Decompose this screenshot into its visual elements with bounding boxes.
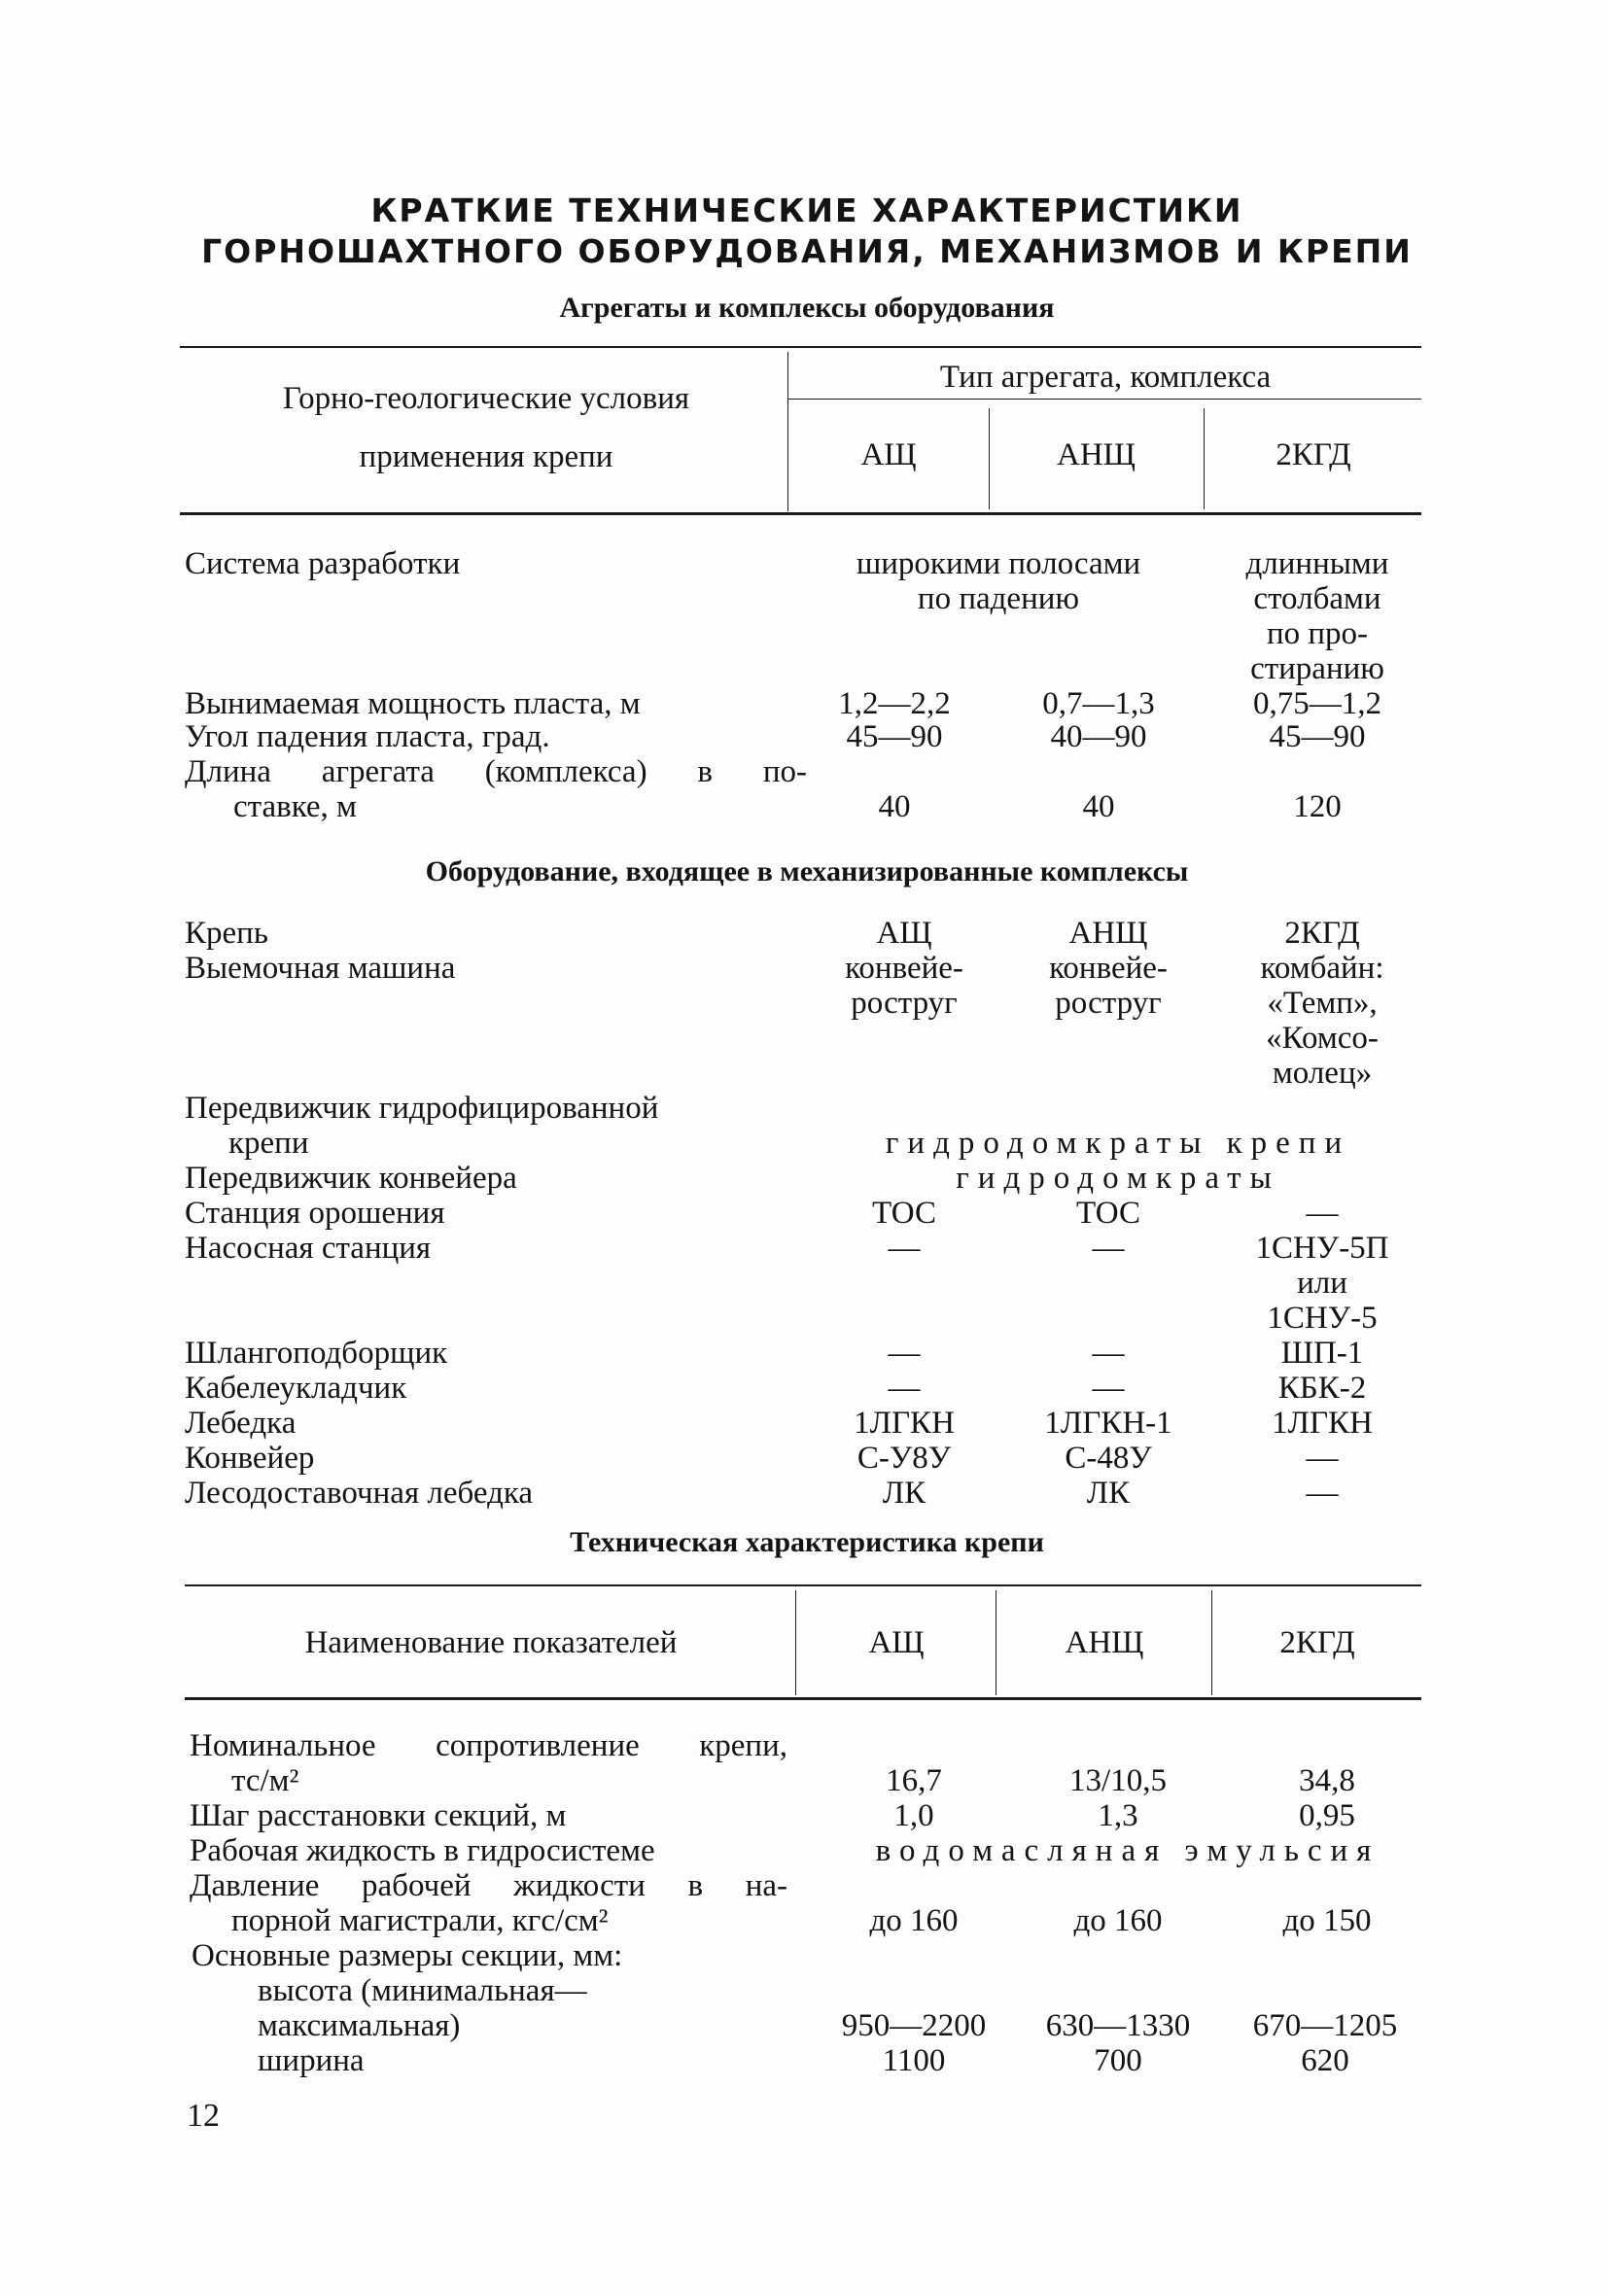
title-line-1: КРАТКИЕ ТЕХНИЧЕСКИЕ ХАРАКТЕРИСТИКИ xyxy=(370,191,1243,229)
cell-value: 1,3 xyxy=(1098,1798,1138,1833)
cell-value: — xyxy=(1092,1371,1125,1406)
cell-value: С-У8У xyxy=(856,1441,952,1476)
cell-value: АЩ xyxy=(876,916,932,951)
row-label: Лесодоставочная лебедка xyxy=(185,1476,534,1511)
col-header-2kgd: 2КГД xyxy=(1279,1625,1355,1660)
cell-value: широкими полосами xyxy=(856,546,1141,581)
row-label: Конвейер xyxy=(185,1441,315,1476)
document-title xyxy=(175,191,1439,272)
cell-value: 950—2200 xyxy=(841,2008,987,2043)
section-heading-equipment: Оборудование, входящее в механизированные комплексы xyxy=(425,855,1189,887)
col-header-2kgd: 2КГД xyxy=(1276,437,1351,472)
stub-header-line-1: Горно-геологические условия xyxy=(282,381,690,416)
cell-value: — xyxy=(888,1336,921,1371)
row-label: Шлангоподборщик xyxy=(185,1336,448,1371)
section-heading-krep-specs: Техническая характеристика крепи xyxy=(570,1526,1044,1558)
row-label: Выемочная машина xyxy=(185,951,456,986)
title-line-2: ГОРНОШАХТНОГО ОБОРУДОВАНИЯ, МЕХАНИЗМОВ И КРЕПИ xyxy=(201,232,1413,270)
cell-value: 13/10,5 xyxy=(1069,1763,1167,1798)
cell-value: конвейе- xyxy=(1049,951,1168,986)
cell-value: ЛК xyxy=(882,1476,926,1511)
cell-value: молец» xyxy=(1272,1056,1373,1091)
cell-value: — xyxy=(1306,1476,1339,1511)
cell-value: 45—90 xyxy=(846,719,943,754)
row-label: Длина агрегата (комплекса) в по- xyxy=(185,754,807,789)
row-label: Станция орошения xyxy=(185,1196,445,1231)
cell-value: по падению xyxy=(917,581,1080,616)
row-label: Рабочая жидкость в гидросистеме xyxy=(190,1833,655,1868)
cell-value: гидродомкраты xyxy=(956,1161,1280,1196)
row-label: Давление рабочей жидкости в на- xyxy=(190,1868,787,1903)
cell-value: по про- xyxy=(1266,616,1369,651)
cell-value: С-48У xyxy=(1065,1441,1152,1476)
cell-value: 2КГД xyxy=(1284,916,1360,951)
cell-value: 670—1205 xyxy=(1252,2008,1398,2043)
table-top-rule xyxy=(180,346,1421,348)
header-divider xyxy=(1211,1590,1212,1695)
cell-value: конвейе- xyxy=(845,951,963,986)
cell-value: 0,75—1,2 xyxy=(1253,686,1381,721)
cell-value: до 160 xyxy=(869,1903,959,1938)
cell-value: КБК-2 xyxy=(1277,1371,1367,1406)
row-label: Крепь xyxy=(185,916,268,951)
cell-value: «Темп», xyxy=(1267,986,1378,1021)
row-label: максимальная) xyxy=(258,2008,461,2043)
cell-value: 1ЛГКН xyxy=(1272,1406,1373,1441)
cell-value: — xyxy=(1306,1196,1339,1231)
cell-value: 1100 xyxy=(882,2043,946,2078)
cell-value: или xyxy=(1297,1266,1347,1301)
header-divider xyxy=(795,1590,796,1695)
row-label: Лебедка xyxy=(185,1406,297,1441)
stub-header: Наименование показателей xyxy=(304,1625,678,1660)
row-label: Основные размеры секции, мм: xyxy=(192,1938,623,1973)
section-heading-aggregates: Агрегаты и комплексы оборудования xyxy=(559,292,1055,324)
cell-value: — xyxy=(888,1231,921,1266)
row-label: Передвижчик гидрофицированной xyxy=(185,1091,659,1126)
cell-value: гидродомкраты крепи xyxy=(885,1126,1351,1161)
cell-value: 1СНУ-5 xyxy=(1267,1301,1378,1336)
row-label: ширина xyxy=(258,2043,365,2078)
row-label: высота (минимальная— xyxy=(258,1973,587,2008)
row-label: Передвижчик конвейера xyxy=(185,1161,517,1196)
cell-value: «Комсо- xyxy=(1266,1021,1379,1056)
row-label: Номинальное сопротивление крепи, xyxy=(190,1728,787,1763)
row-label: крепи xyxy=(228,1126,309,1161)
stub-header-line-2: применения крепи xyxy=(359,439,613,474)
row-label: Шаг расстановки секций, м xyxy=(190,1798,567,1833)
cell-value: стиранию xyxy=(1250,651,1384,686)
header-bottom-rule xyxy=(185,1697,1421,1700)
cell-value: АНЩ xyxy=(1068,916,1148,951)
cell-value: 630—1330 xyxy=(1045,2008,1191,2043)
cell-value: — xyxy=(1306,1441,1339,1476)
cell-value: 620 xyxy=(1301,2043,1349,2078)
cell-value: 700 xyxy=(1094,2043,1142,2078)
row-label: Система разработки xyxy=(185,546,461,581)
cell-value: 40 xyxy=(878,789,911,824)
cell-value: 45—90 xyxy=(1269,719,1366,754)
cell-value: — xyxy=(888,1371,921,1406)
cell-value: 0,95 xyxy=(1299,1798,1355,1833)
col-header-anshch: АНЩ xyxy=(1057,437,1136,472)
row-label: Насосная станция xyxy=(185,1231,432,1266)
row-label: Вынимаемая мощность пласта, м xyxy=(185,686,641,721)
row-label: тс/м² xyxy=(231,1763,299,1798)
row-label: Кабелеукладчик xyxy=(185,1371,407,1406)
cell-value: 40—90 xyxy=(1050,719,1147,754)
cell-value: 16,7 xyxy=(886,1763,942,1798)
header-group-rule xyxy=(788,399,1421,400)
cell-value: 1,0 xyxy=(893,1798,934,1833)
cell-value: 34,8 xyxy=(1299,1763,1355,1798)
cell-value: роструг xyxy=(1055,986,1162,1021)
col-header-ashch: АЩ xyxy=(868,1625,925,1660)
cell-value: комбайн: xyxy=(1260,951,1384,986)
cell-value: — xyxy=(1092,1231,1125,1266)
col-header-anshch: АНЩ xyxy=(1065,1625,1144,1660)
cell-value: ТОС xyxy=(872,1196,936,1231)
table-top-rule xyxy=(185,1584,1421,1586)
cell-value: столбами xyxy=(1253,581,1381,616)
cell-value: до 150 xyxy=(1282,1903,1372,1938)
cell-value: 1СНУ-5П xyxy=(1255,1231,1389,1266)
cell-value: 1ЛГКН-1 xyxy=(1044,1406,1172,1441)
page-number: 12 xyxy=(187,2098,220,2134)
header-bottom-rule xyxy=(180,512,1421,515)
col-header-ashch: АЩ xyxy=(860,437,917,472)
header-divider xyxy=(787,352,788,511)
cell-value: водомасляная эмульсия xyxy=(875,1833,1381,1868)
cell-value: ШП-1 xyxy=(1280,1336,1364,1371)
cell-value: 40 xyxy=(1082,789,1115,824)
row-label: Угол падения пласта, град. xyxy=(185,719,550,754)
cell-value: 1,2—2,2 xyxy=(838,686,951,721)
cell-value: ТОС xyxy=(1076,1196,1140,1231)
cell-value: роструг xyxy=(851,986,958,1021)
row-label: порной магистрали, кгс/см² xyxy=(231,1903,609,1938)
cell-value: 1ЛГКН xyxy=(854,1406,955,1441)
cell-value: 0,7—1,3 xyxy=(1042,686,1155,721)
cell-value: ЛК xyxy=(1086,1476,1131,1511)
cell-value: до 160 xyxy=(1073,1903,1163,1938)
group-header: Тип агрегата, комплекса xyxy=(939,360,1272,395)
cell-value: длинными xyxy=(1245,546,1389,581)
row-label: ставке, м xyxy=(233,789,357,824)
cell-value: — xyxy=(1092,1336,1125,1371)
cell-value: 120 xyxy=(1293,789,1342,824)
